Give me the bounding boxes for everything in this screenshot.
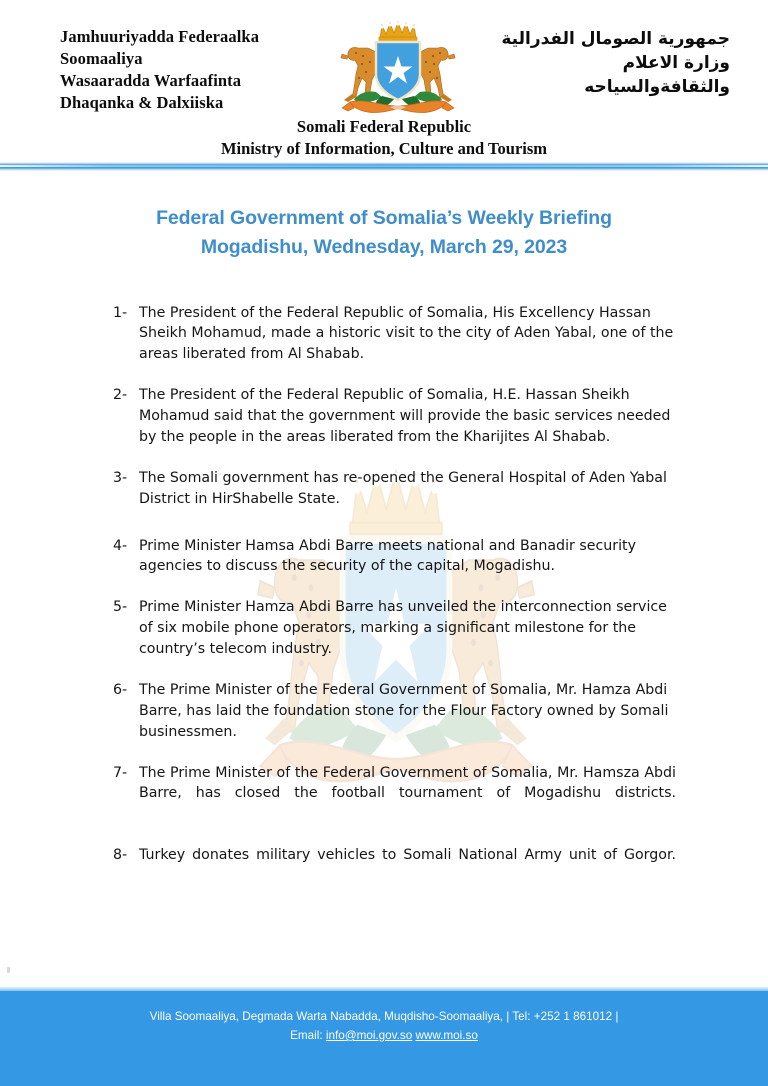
briefing-item (113, 597, 676, 660)
header-somali-line-2: Soomaaliya (60, 48, 143, 68)
document-header (0, 0, 768, 160)
page-title (0, 204, 768, 263)
header-ministry-name: Ministry of Information, Culture and Tourism (220, 139, 548, 159)
briefing-item (113, 763, 676, 826)
briefing-item-text: The Somali government has re-opened the General Hospital of Aden Yabal District in HirShabelle State. (139, 469, 667, 507)
header-arabic-line-3: والثقافةوالسياحه (584, 77, 730, 98)
header-arabic-line-2: وزارة الاعلام (622, 53, 730, 74)
header-arabic-text (460, 27, 730, 99)
header-somali-text (60, 26, 310, 114)
header-somali-line-1: Jamhuuriyadda Federaalka (60, 27, 260, 46)
briefing-item-text: The President of the Federal Republic of Somalia, H.E. Hassan Sheikh Mohamud said that the government will provide the basic services needed by the people in the areas liberated from the Kharijites Al Shabab. (139, 387, 671, 445)
briefing-item-text: The Prime Minister of the Federal Government of Somalia, Mr. Hamza Abdi Barre, has laid the foundation stone for the Flour Factory owned by Somali businessmen. (139, 681, 669, 740)
briefing-item-text: The Prime Minister of the Federal Government of Somalia, Mr. Hamsza Abdi Barre, has closed the football tournament of Mogadishu districts. (139, 764, 676, 802)
header-somali-line-3: Wasaaradda Warfaafinta (60, 70, 242, 90)
briefing-item (113, 303, 676, 366)
briefing-item-text: Prime Minister Hamza Abdi Barre has unveiled the interconnection service of six mobile phone operators, marking a significant milestone for the country’s telecom industry. (139, 599, 667, 657)
document-footer (0, 991, 768, 1086)
briefing-item-number: 1- (113, 304, 128, 321)
scan-artifact-mark (7, 967, 10, 973)
footer-contact-line (0, 1027, 768, 1046)
page-title-line-2: Mogadishu, Wednesday, March 29, 2023 (200, 236, 568, 259)
header-arabic-line-1: جمهورية الصومال الفدرالية (501, 29, 730, 49)
briefing-item-number: 4- (113, 537, 128, 554)
briefing-item (113, 680, 676, 743)
briefing-item (113, 845, 676, 887)
footer-address: Villa Soomaaliya, Degmada Warta Nabadda, Muqdisho-Soomaaliya, | Tel: +252 1 861012 | (149, 1010, 619, 1023)
briefing-item-number: 8- (113, 847, 128, 864)
briefing-item-text: Turkey donates military vehicles to Somali National Army unit of Gorgor. (139, 847, 676, 864)
briefing-item-number: 2- (113, 387, 128, 404)
briefing-item (113, 385, 676, 448)
briefing-item-text: The President of the Federal Republic of Somalia, His Excellency Hassan Sheikh Mohamud, made a historic visit to the city of Aden Yabal, one of the areas liberated from Al Shabab. (139, 304, 674, 363)
footer-website-link[interactable]: www.moi.so (415, 1028, 478, 1042)
header-country-name: Somali Federal Republic (296, 117, 472, 136)
briefing-item-number: 6- (113, 681, 128, 698)
footer-email-label: Email: (290, 1028, 323, 1042)
header-divider-sheen (0, 165, 768, 167)
coat-of-arms-icon (332, 12, 464, 120)
page-title-line-1: Federal Government of Somalia’s Weekly Briefing (156, 207, 612, 229)
briefing-item (113, 468, 676, 510)
briefing-item-list (0, 303, 768, 887)
document-body (0, 171, 768, 986)
header-english-text (0, 116, 768, 161)
briefing-item-number: 7- (113, 764, 128, 781)
briefing-item-number: 3- (113, 469, 128, 486)
briefing-item (113, 536, 676, 578)
header-somali-line-4: Dhaqanka & Dalxiiska (60, 92, 224, 112)
footer-contact-info (0, 991, 768, 1046)
footer-email-link[interactable]: info@moi.gov.so (325, 1028, 413, 1042)
briefing-item-number: 5- (113, 599, 128, 616)
briefing-item-text: Prime Minister Hamsa Abdi Barre meets national and Banadir security agencies to discuss the security of the capital, Mogadishu. (139, 537, 636, 575)
